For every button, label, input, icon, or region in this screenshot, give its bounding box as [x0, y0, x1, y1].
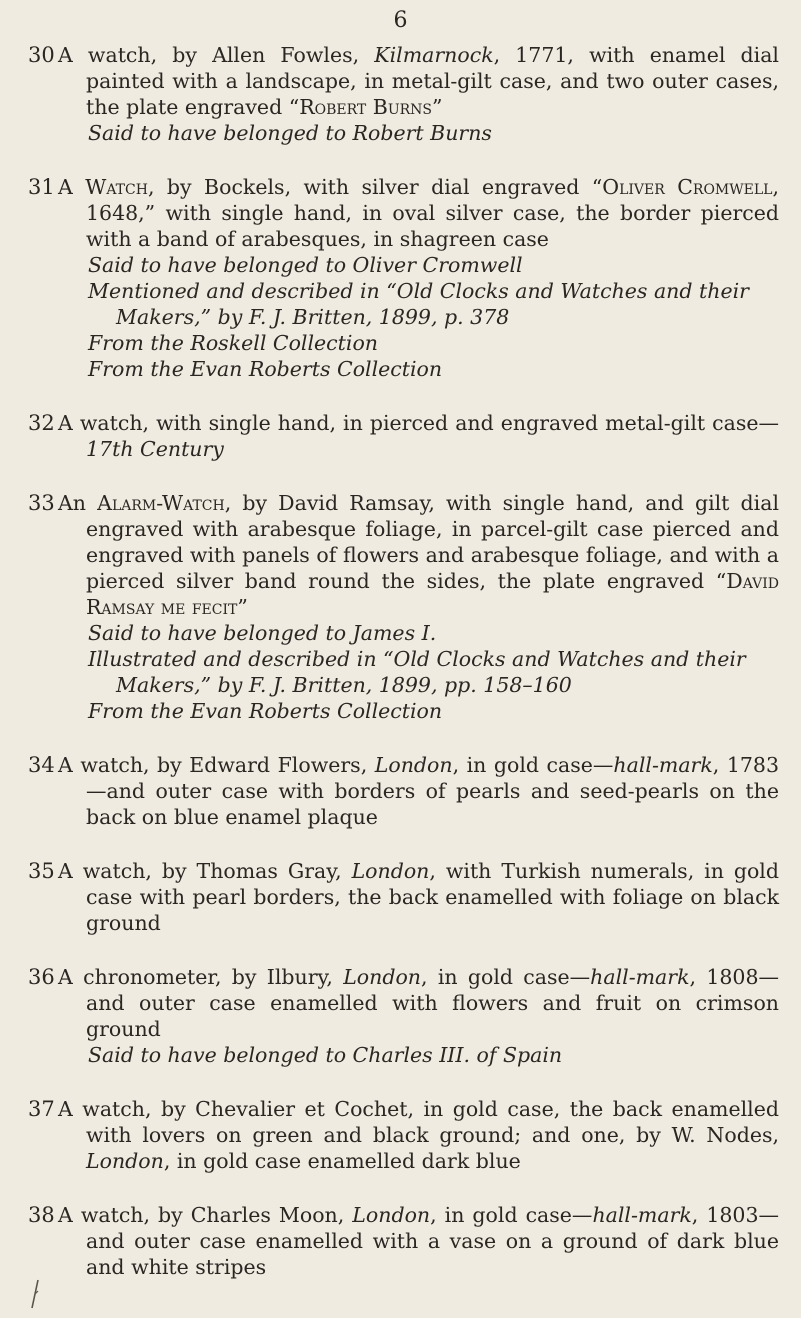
description-segment: , 1808—and outer case enamelled with flowers and fruit on crimson ground [86, 965, 779, 1041]
provenance-note: Said to have belonged to Robert Burns [88, 121, 492, 145]
page-number: 6 [393, 8, 408, 33]
provenance-note: From the Evan Roberts Collection [88, 357, 443, 381]
description-segment: London [86, 1149, 164, 1173]
description-segment: , by David Ramsay, with single hand, and gilt dial engraved with arabesque foliage, in parcel-gilt case pierced and engraved with panels of flowers and arabesque foliage, and with a pierced silver band round the sides, the plate engraved “ [86, 491, 779, 593]
lot-description [58, 1096, 779, 1174]
catalogue-list [0, 42, 801, 1308]
description-segment: Robert Burns [299, 95, 433, 119]
description-segment: , in gold case— [452, 753, 614, 777]
lot-number: 31 [28, 175, 55, 199]
provenance-note: From the Evan Roberts Collection [88, 699, 443, 723]
lot-description [58, 410, 779, 462]
description-segment: Kilmarnock [374, 43, 494, 67]
description-segment: An [58, 491, 98, 515]
description-segment: hall-mark [592, 1203, 692, 1227]
lot-description [58, 490, 779, 620]
provenance-note: Said to have belonged to Oliver Cromwell [88, 253, 523, 277]
description-segment: London [343, 965, 422, 989]
description-segment: A watch, with single hand, in pierced and engraved metal-gilt case— [58, 411, 779, 435]
lot-description [58, 964, 779, 1042]
description-segment: hall-mark [590, 965, 690, 989]
catalogue-entry [0, 42, 801, 146]
description-segment: , by Bockels, with silver dial engraved “ [147, 175, 603, 199]
lot-description [58, 42, 779, 120]
lot-number: 36 [28, 965, 55, 989]
provenance-note: Said to have belonged to James I. [88, 621, 437, 645]
provenance-note: From the Roskell Collection [88, 331, 378, 355]
description-segment: A watch, by Thomas Gray, [58, 859, 352, 883]
description-segment: 17th Century [86, 437, 224, 461]
description-segment: A watch, by Edward Flowers, [58, 753, 375, 777]
description-segment: , 1648,” with single hand, in oval silver case, the border pierced with a band of arabesques, in shagreen case [86, 175, 779, 251]
lot-description [58, 1202, 779, 1280]
description-segment: , in gold case— [421, 965, 591, 989]
lot-number: 34 [28, 753, 55, 777]
description-segment: Alarm-Watch [97, 491, 225, 515]
description-segment: hall-mark [613, 753, 713, 777]
provenance-note: Illustrated and described in “Old Clocks and Watches and their Makers,” by F. J. Britten, 1899, pp. 158–160 [88, 647, 746, 697]
catalogue-entry [0, 1202, 801, 1280]
description-segment: A watch, by Charles Moon, [58, 1203, 353, 1227]
lot-description [58, 858, 779, 936]
description-segment: A watch, by Chevalier et Cochet, in gold case, the back enamelled with lovers on green and black ground; and one, by W. Nodes, [58, 1097, 779, 1147]
catalogue-entry [0, 964, 801, 1068]
description-segment: ” [432, 95, 443, 119]
provenance-note: Said to have belonged to Charles III. of Spain [88, 1043, 563, 1067]
catalogue-entry [0, 410, 801, 462]
pencil-mark [30, 1278, 40, 1310]
description-segment: , with Turkish numerals, in gold case with pearl borders, the back enamelled with foliage on black ground [86, 859, 779, 935]
description-segment: , 1783—and outer case with borders of pearls and seed-pearls on the back on blue enamel plaque [86, 753, 779, 829]
description-segment: Watch [85, 175, 148, 199]
description-segment: , in gold case enamelled dark blue [163, 1149, 521, 1173]
lot-description [58, 174, 779, 252]
description-segment: A chronometer, by Ilbury, [58, 965, 344, 989]
catalogue-entry [0, 174, 801, 382]
description-segment: , 1803—and outer case enamelled with a vase on a ground of dark blue and white stripes [86, 1203, 779, 1279]
provenance-note: Mentioned and described in “Old Clocks and Watches and their Makers,” by F. J. Britten, 1899, p. 378 [88, 279, 749, 329]
lot-number: 37 [28, 1097, 55, 1121]
lot-number: 32 [28, 411, 55, 435]
description-segment: A watch, by Allen Fowles, [58, 43, 375, 67]
description-segment: , 1771, with enamel dial painted with a landscape, in metal-gilt case, and two outer cases, the plate engraved “ [86, 43, 779, 119]
description-segment: London [374, 753, 453, 777]
description-segment: London [352, 1203, 431, 1227]
lot-number: 35 [28, 859, 55, 883]
lot-number: 30 [28, 43, 55, 67]
description-segment: ” [237, 595, 248, 619]
lot-number: 38 [28, 1203, 55, 1227]
catalogue-entry [0, 858, 801, 936]
description-segment: London [351, 859, 430, 883]
catalogue-entry [0, 490, 801, 724]
description-segment: David Ramsay me fecit [86, 569, 779, 619]
lot-description [58, 752, 779, 830]
description-segment: A [58, 175, 86, 199]
lot-number: 33 [28, 491, 55, 515]
description-segment: Oliver Cromwell [602, 175, 773, 199]
catalogue-entry [0, 752, 801, 830]
catalogue-entry [0, 1096, 801, 1174]
description-segment: , in gold case— [430, 1203, 593, 1227]
